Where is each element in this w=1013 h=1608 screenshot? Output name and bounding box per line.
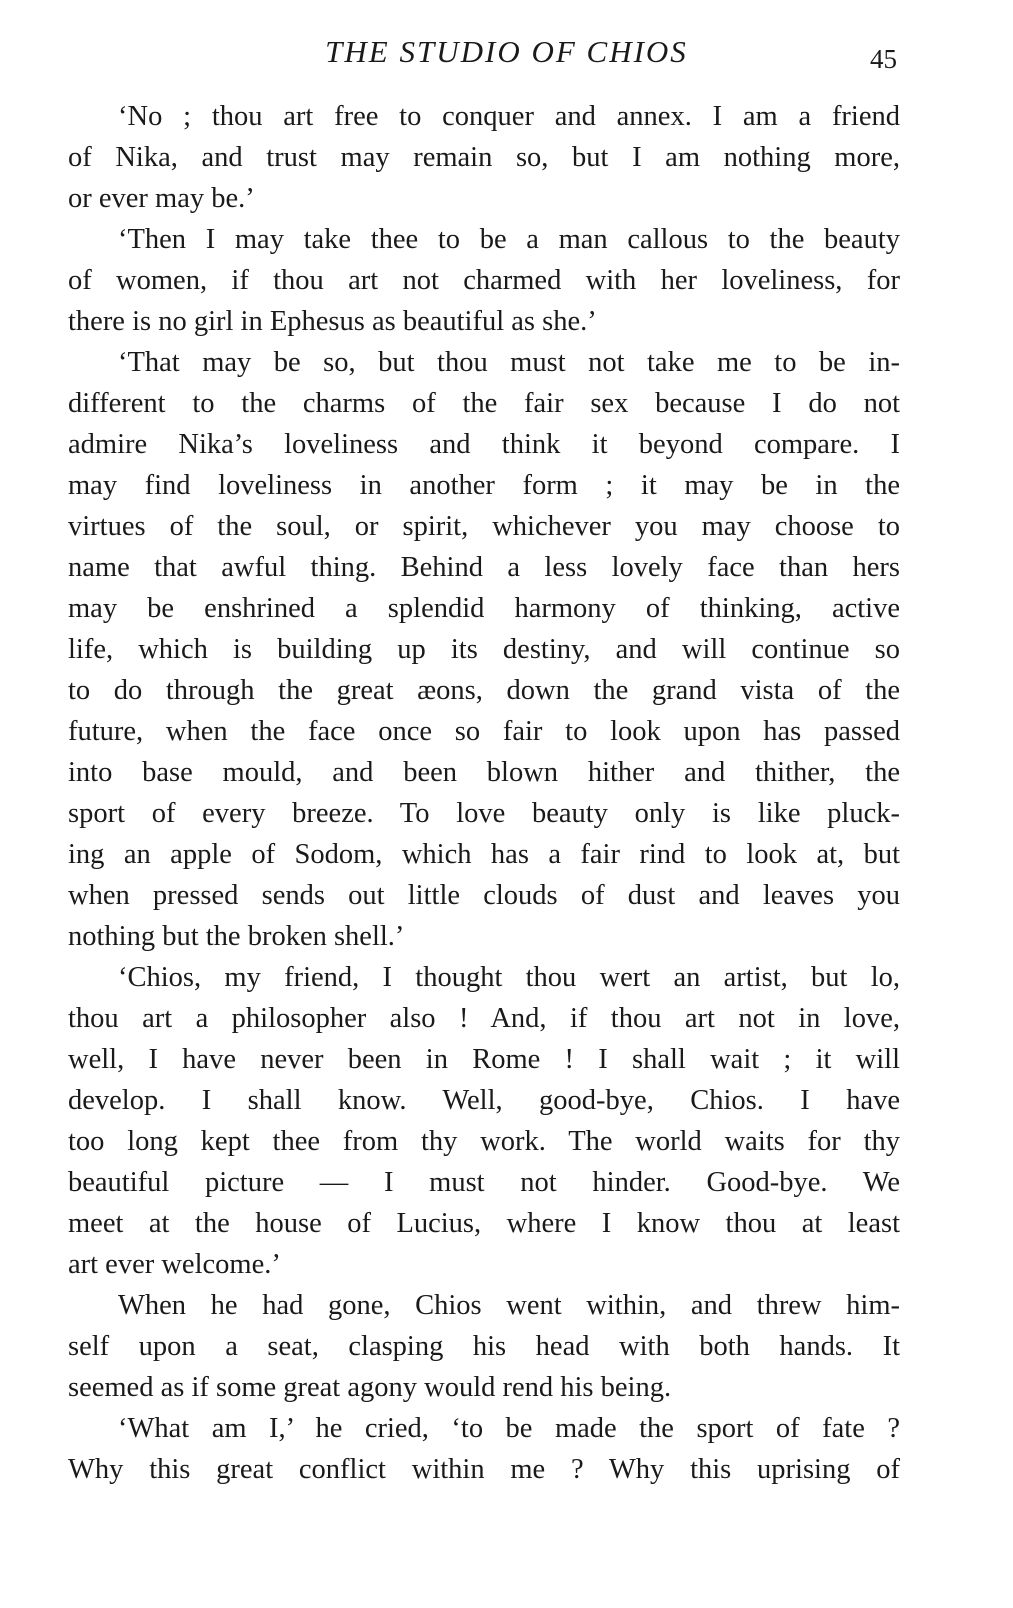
text-line: ‘No ; thou art free to conquer and annex. I am a friend bbox=[118, 101, 900, 132]
text-line: of Nika, and trust may remain so, but I am nothing more, bbox=[68, 142, 900, 173]
text-line: Why this great conflict within me ? Why this uprising of bbox=[68, 1454, 900, 1485]
text-line: may be enshrined a splendid harmony of thinking, active bbox=[68, 593, 900, 624]
text-line: art ever welcome.’ bbox=[68, 1249, 281, 1280]
text-line: ‘Then I may take thee to be a man callous to the beauty bbox=[118, 224, 900, 255]
page-number: 45 bbox=[870, 44, 897, 74]
paragraph bbox=[68, 1408, 900, 1490]
paragraph bbox=[68, 1285, 900, 1408]
paragraph bbox=[68, 342, 900, 957]
text-line: too long kept thee from thy work. The world waits for thy bbox=[68, 1126, 900, 1157]
text-line: develop. I shall know. Well, good-bye, Chios. I have bbox=[68, 1085, 900, 1116]
text-line: future, when the face once so fair to look upon has passed bbox=[68, 716, 900, 747]
text-line: ‘What am I,’ he cried, ‘to be made the sport of fate ? bbox=[118, 1413, 900, 1444]
text-line: When he had gone, Chios went within, and threw him- bbox=[118, 1290, 900, 1321]
text-line: when pressed sends out little clouds of dust and leaves you bbox=[68, 880, 900, 911]
text-line: sport of every breeze. To love beauty only is like pluck- bbox=[68, 798, 900, 829]
text-line: into base mould, and been blown hither and thither, the bbox=[68, 757, 900, 788]
text-line: well, I have never been in Rome ! I shall wait ; it will bbox=[68, 1044, 900, 1075]
body-text bbox=[68, 96, 900, 1490]
text-line: meet at the house of Lucius, where I know thou at least bbox=[68, 1208, 900, 1239]
text-line: beautiful picture — I must not hinder. Good-bye. We bbox=[68, 1167, 900, 1198]
text-line: life, which is building up its destiny, and will continue so bbox=[68, 634, 900, 665]
text-line: to do through the great æons, down the grand vista of the bbox=[68, 675, 900, 706]
text-line: virtues of the soul, or spirit, whichever you may choose to bbox=[68, 511, 900, 542]
text-line: admire Nika’s loveliness and think it beyond compare. I bbox=[68, 429, 900, 460]
text-line: or ever may be.’ bbox=[68, 183, 255, 214]
paragraph bbox=[68, 219, 900, 342]
text-line: ‘That may be so, but thou must not take me to be in- bbox=[118, 347, 900, 378]
text-line: seemed as if some great agony would rend his being. bbox=[68, 1372, 672, 1403]
text-line: different to the charms of the fair sex because I do not bbox=[68, 388, 900, 419]
text-line: may find loveliness in another form ; it may be in the bbox=[68, 470, 900, 501]
text-line: ‘Chios, my friend, I thought thou wert an artist, but lo, bbox=[118, 962, 900, 993]
text-line: ing an apple of Sodom, which has a fair rind to look at, but bbox=[68, 839, 900, 870]
running-title: THE STUDIO OF CHIOS bbox=[325, 34, 688, 69]
running-head bbox=[0, 30, 1013, 80]
text-line: thou art a philosopher also ! And, if thou art not in love, bbox=[68, 1003, 900, 1034]
paragraph bbox=[68, 957, 900, 1285]
text-line: self upon a seat, clasping his head with both hands. It bbox=[68, 1331, 900, 1362]
paragraph bbox=[68, 96, 900, 219]
text-line: nothing but the broken shell.’ bbox=[68, 921, 405, 952]
text-line: of women, if thou art not charmed with her loveliness, for bbox=[68, 265, 900, 296]
text-line: name that awful thing. Behind a less lovely face than hers bbox=[68, 552, 900, 583]
text-line: there is no girl in Ephesus as beautiful as she.’ bbox=[68, 306, 597, 337]
